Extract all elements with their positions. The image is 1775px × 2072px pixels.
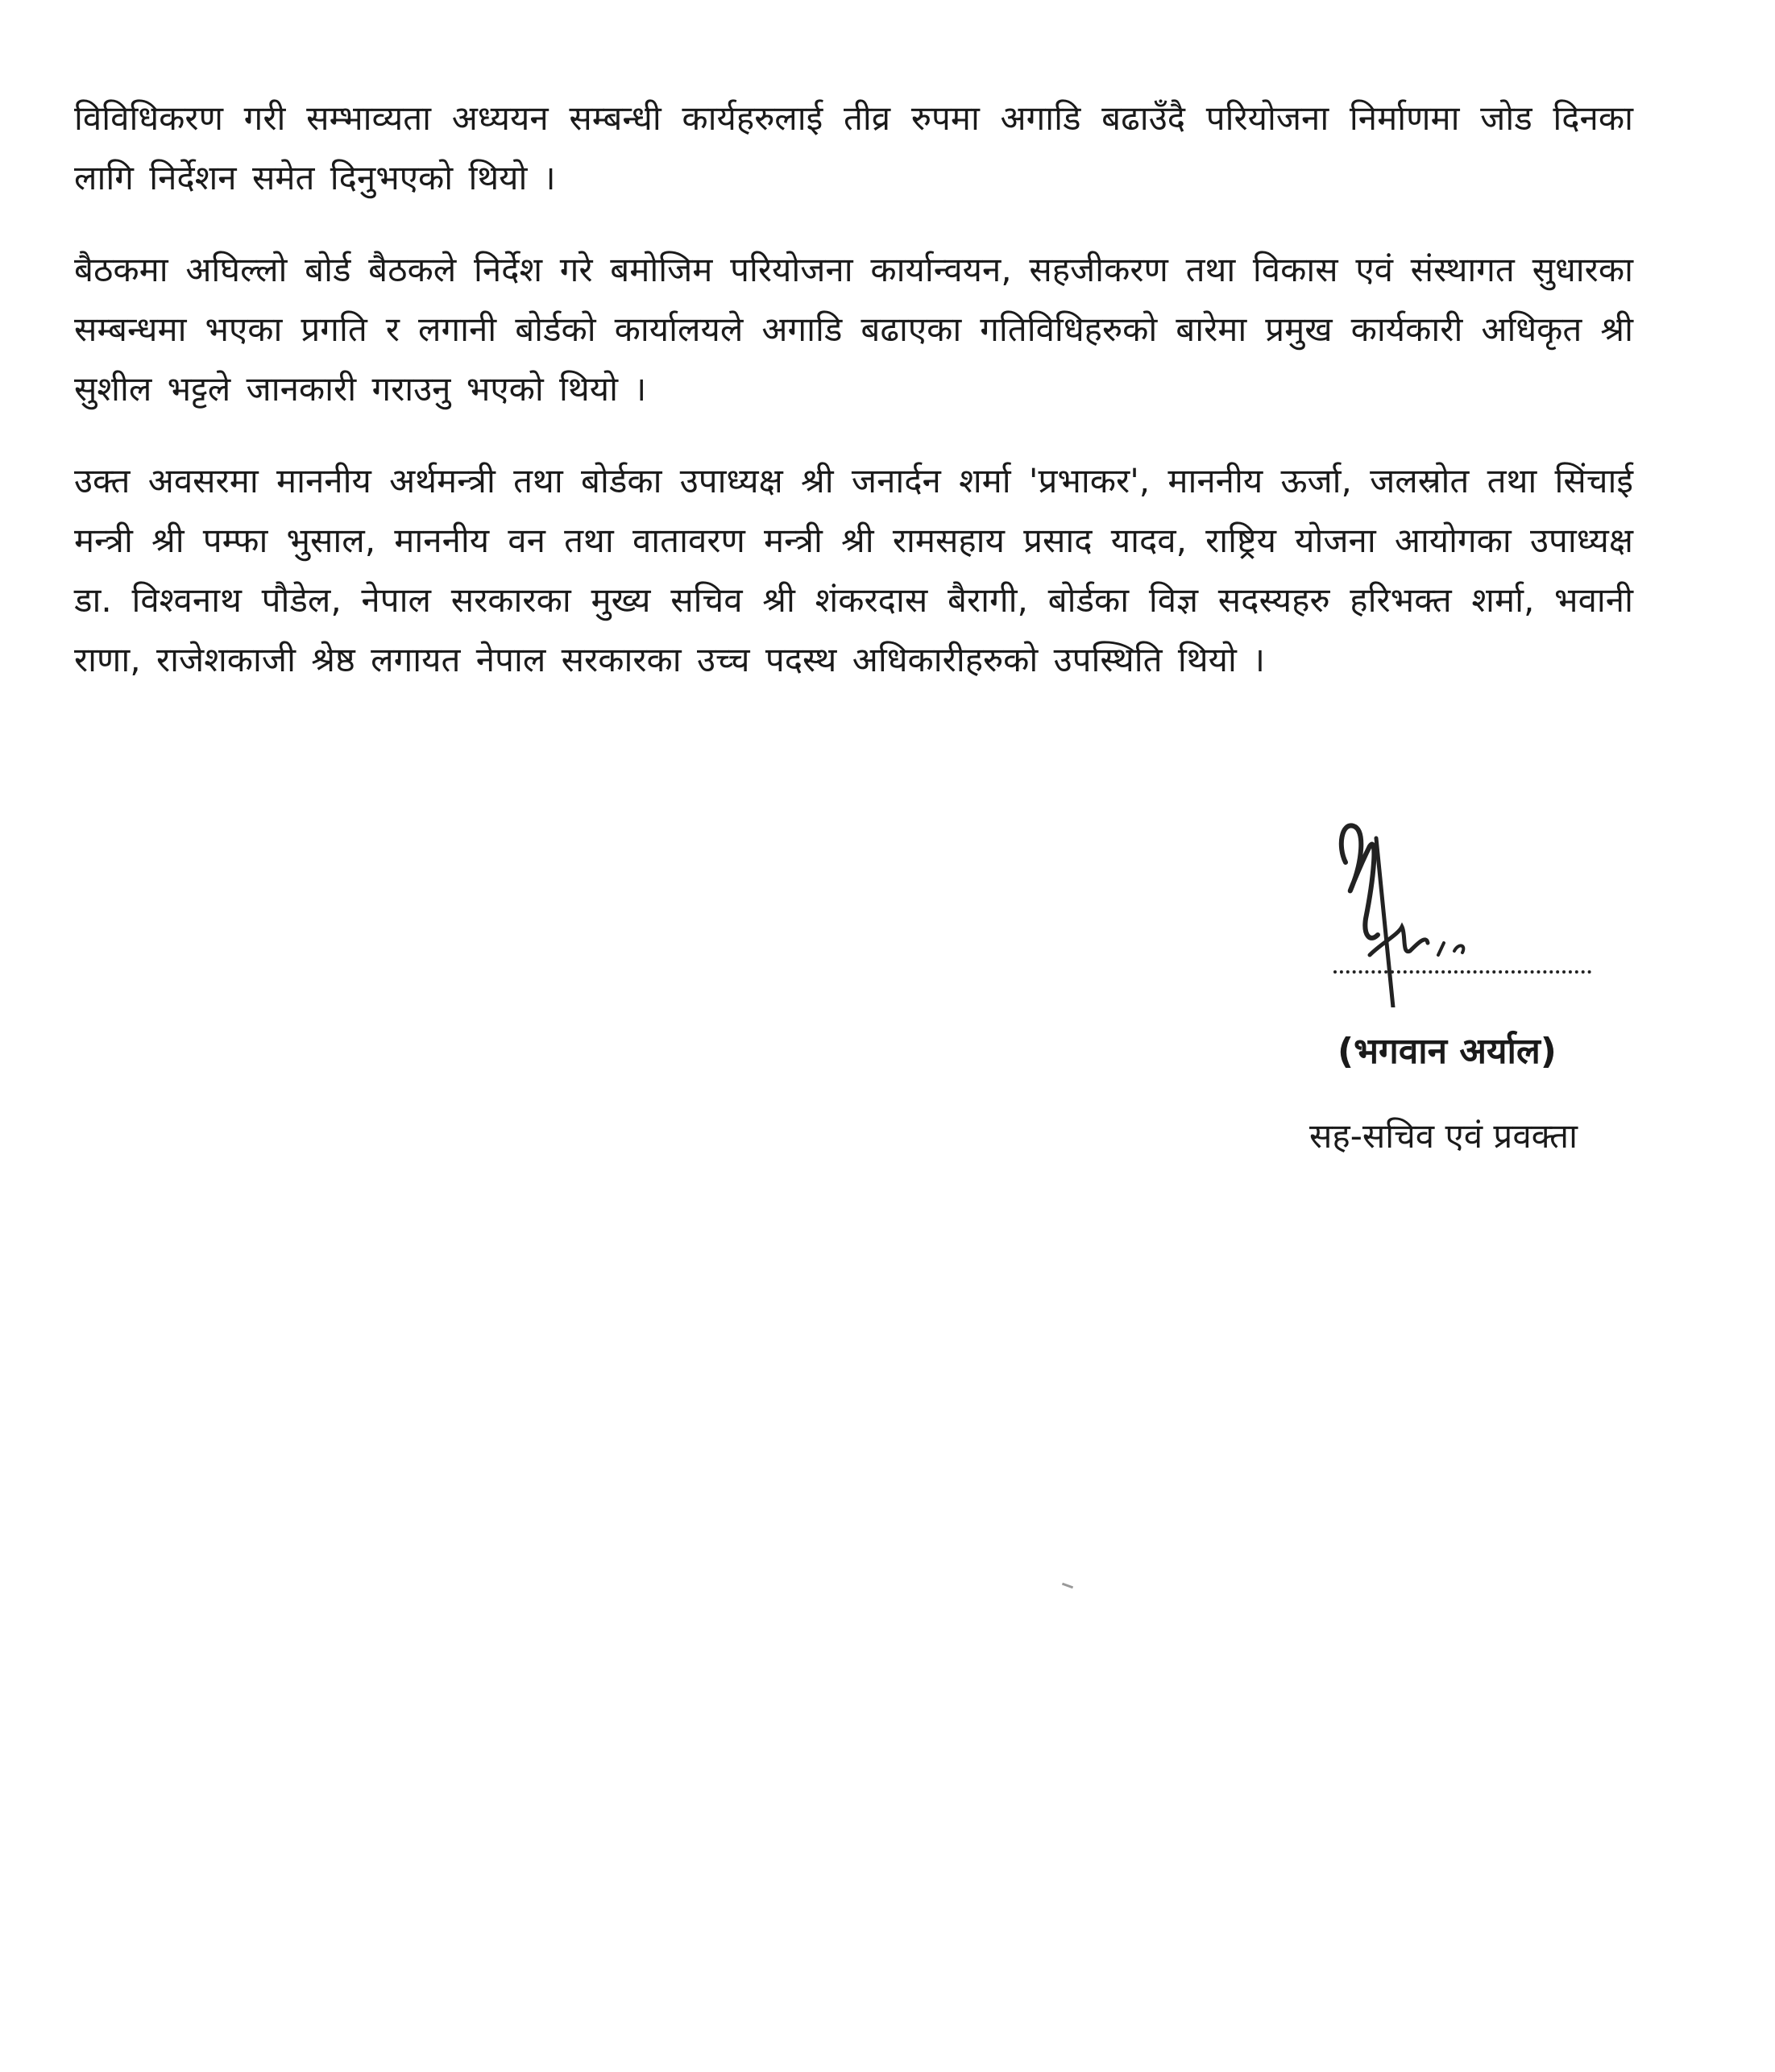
signatory-title: सह-सचिव एवं प्रवक्ता xyxy=(1309,1116,1578,1156)
handwritten-signature xyxy=(1321,814,1611,1007)
paragraph-progress-report: बैठकमा अघिल्लो बोर्ड बैठकले निर्देश गरे बमोजिम परियोजना कार्यान्वयन, सहजीकरण तथा विकास एवं संस्थागत सुधारका सम्बन्धमा भएका प्रगति र लगानी बोर्डको कार्यालयले अगाडि बढाएका गतिविधिहरुको बारेमा प्रमुख कार्यकारी अधिकृत श्री सुशील भट्टले जानकारी गराउनु भएको थियो । xyxy=(74,250,1633,409)
paragraph-directive: विविधिकरण गरी सम्भाव्यता अध्ययन सम्बन्धी कार्यहरुलाई तीव्र रुपमा अगाडि बढाउँदै परियोजना निर्माणमा जोड दिनका लागि निर्देशन समेत दिनुभएको थियो । xyxy=(74,98,1633,197)
signature-line xyxy=(1333,967,1591,974)
paragraph-attendees: उक्त अवसरमा माननीय अर्थमन्त्री तथा बोर्डका उपाध्यक्ष श्री जनार्दन शर्मा 'प्रभाकर', माननीय ऊर्जा, जलस्रोत तथा सिंचाई मन्त्री श्री पम्फा भुसाल, माननीय वन तथा वातावरण मन्त्री श्री रामसहाय प्रसाद यादव, राष्ट्रिय योजना आयोगका उपाध्यक्ष डा. विश्वनाथ पौडेल, नेपाल सरकारका मुख्य सचिव श्री शंकरदास बैरागी, बोर्डका विज्ञ सदस्यहरु हरिभक्त शर्मा, भवानी राणा, राजेशकाजी श्रेष्ठ लगायत नेपाल सरकारका उच्च पदस्थ अधिकारीहरुको उपस्थिति थियो । xyxy=(74,461,1633,679)
signatory-name: (भगवान अर्याल) xyxy=(1337,1031,1557,1072)
scan-speck xyxy=(1062,1583,1073,1589)
